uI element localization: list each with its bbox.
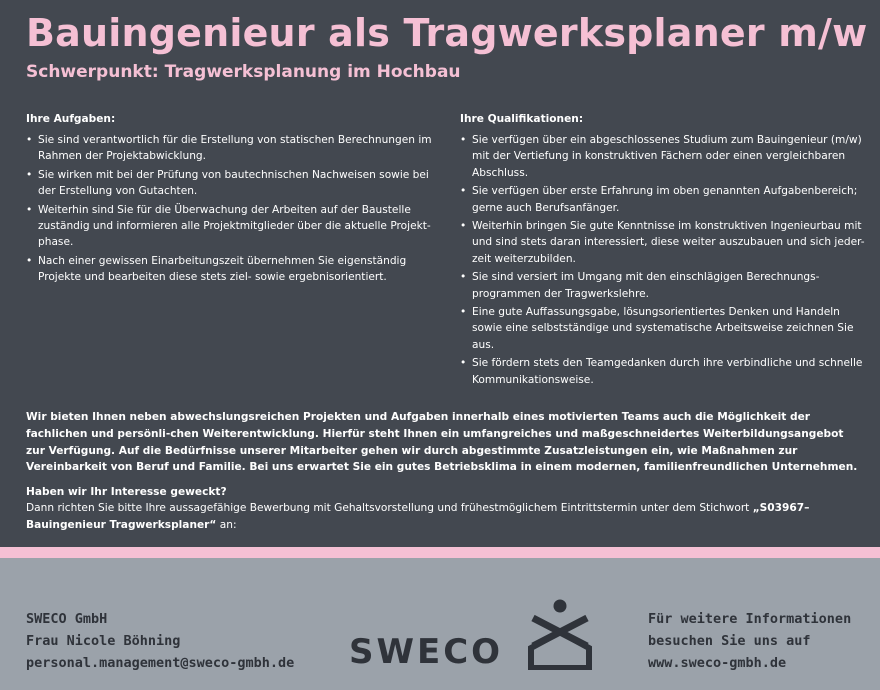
list-item: • Sie fördern stets den Teamgedanken durch ihre verbindliche und schnelle Kommunikationsweise.: [460, 355, 872, 388]
application-question: Haben wir Ihr Interesse geweckt?: [26, 486, 227, 498]
list-item: • Sie verfügen über ein abgeschlossenes Studium zum Bauingenieur (m/w) mit der Vertiefung in konstruktiven Fächern oder einen vergleichbaren Abschluss.: [460, 132, 872, 181]
qualifications-section: [460, 112, 872, 390]
list-item: • Eine gute Auffassungsgabe, lösungsorientiertes Denken und Handeln sowie eine selbstständige und systematische Arbeitsweise zeichnen Sie aus.: [460, 304, 872, 353]
list-item: • Nach einer gewissen Einarbeitungszeit übernehmen Sie eigenständig Projekte und bearbeiten diese stets ziel- sowie ergebnisorientiert.: [26, 253, 436, 286]
application-keyword: „S03967–Bauingenieur Tragwerksplaner“: [26, 502, 810, 531]
contact-block: [26, 608, 294, 674]
pink-divider: [0, 547, 880, 558]
list-item: • Sie wirken mit bei der Prüfung von bautechnischen Nachweisen sowie bei der Erstellung von Gutachten.: [26, 167, 436, 200]
more-info-line2: besuchen Sie uns auf: [648, 633, 811, 649]
contact-person: Frau Nicole Böhning: [26, 633, 181, 649]
application-text: [26, 500, 862, 533]
qualifications-heading: Ihre Qualifikationen:: [460, 113, 584, 125]
list-item: • Sie sind verantwortlich für die Erstellung von statischen Berechnungen im Rahmen der Projektabwicklung.: [26, 132, 436, 165]
tasks-list: [26, 132, 436, 286]
sweco-wordmark: SWECO: [349, 632, 504, 672]
list-item: • Sie sind versiert im Umgang mit den einschlägigen Berechnungs-programmen der Tragwerkslehre.: [460, 269, 872, 302]
more-info-block: [648, 608, 851, 674]
application-section: [26, 484, 862, 533]
offer-paragraph: Wir bieten Ihnen neben abwechslungsreichen Projekten und Aufgaben innerhalb eines motivierten Teams auch die Möglichkeit der fachlichen und persönli-chen Weiterentwicklung. Hierfür steht Ihnen ein umfangreiches und maßgeschneidertes Weiterbildungsangebot zur Verfügung. Auf die Bedürfnisse unserer Mitarbeiter gehen wir durch abgestimmte Zusatzleistungen ein, wie Maßnahmen zur Vereinbarkeit von Beruf und Familie. Bei uns erwartet Sie ein gutes Betriebsklima in einem modernen, familienfreundlichen Unternehmen.: [26, 411, 858, 474]
list-item: • Weiterhin sind Sie für die Überwachung der Arbeiten auf der Baustelle zuständig und informieren alle Projektmitglieder über die aktuelle Projekt-phase.: [26, 202, 436, 251]
list-item: • Weiterhin bringen Sie gute Kenntnisse im konstruktiven Ingenieurbau mit und sind stets daran interessiert, diese weiter auszubauen und sich jeder-zeit weiterzubilden.: [460, 218, 872, 267]
tasks-section: [26, 112, 436, 288]
more-info-line1: Für weitere Informationen: [648, 611, 852, 627]
qualifications-list: [460, 132, 872, 388]
website-link[interactable]: www.sweco-gmbh.de: [648, 655, 787, 671]
company-name: SWECO GmbH: [26, 611, 108, 627]
list-item: • Sie verfügen über erste Erfahrung im oben genannten Aufgabenbereich; gerne auch Berufsanfänger.: [460, 183, 872, 216]
application-suffix: an:: [216, 518, 237, 531]
tasks-heading: Ihre Aufgaben:: [26, 113, 116, 125]
sweco-logo-icon: [527, 598, 593, 670]
contact-email[interactable]: personal.management@sweco-gmbh.de: [26, 655, 295, 671]
job-subtitle: Schwerpunkt: Tragwerksplanung im Hochbau: [26, 62, 461, 82]
application-body: Dann richten Sie bitte Ihre aussagefähige Bewerbung mit Gehaltsvorstellung und frühestmöglichem Eintrittstermin unter dem Stichwort: [26, 502, 753, 515]
job-title: Bauingenieur als Tragwerksplaner m/w: [26, 11, 868, 55]
